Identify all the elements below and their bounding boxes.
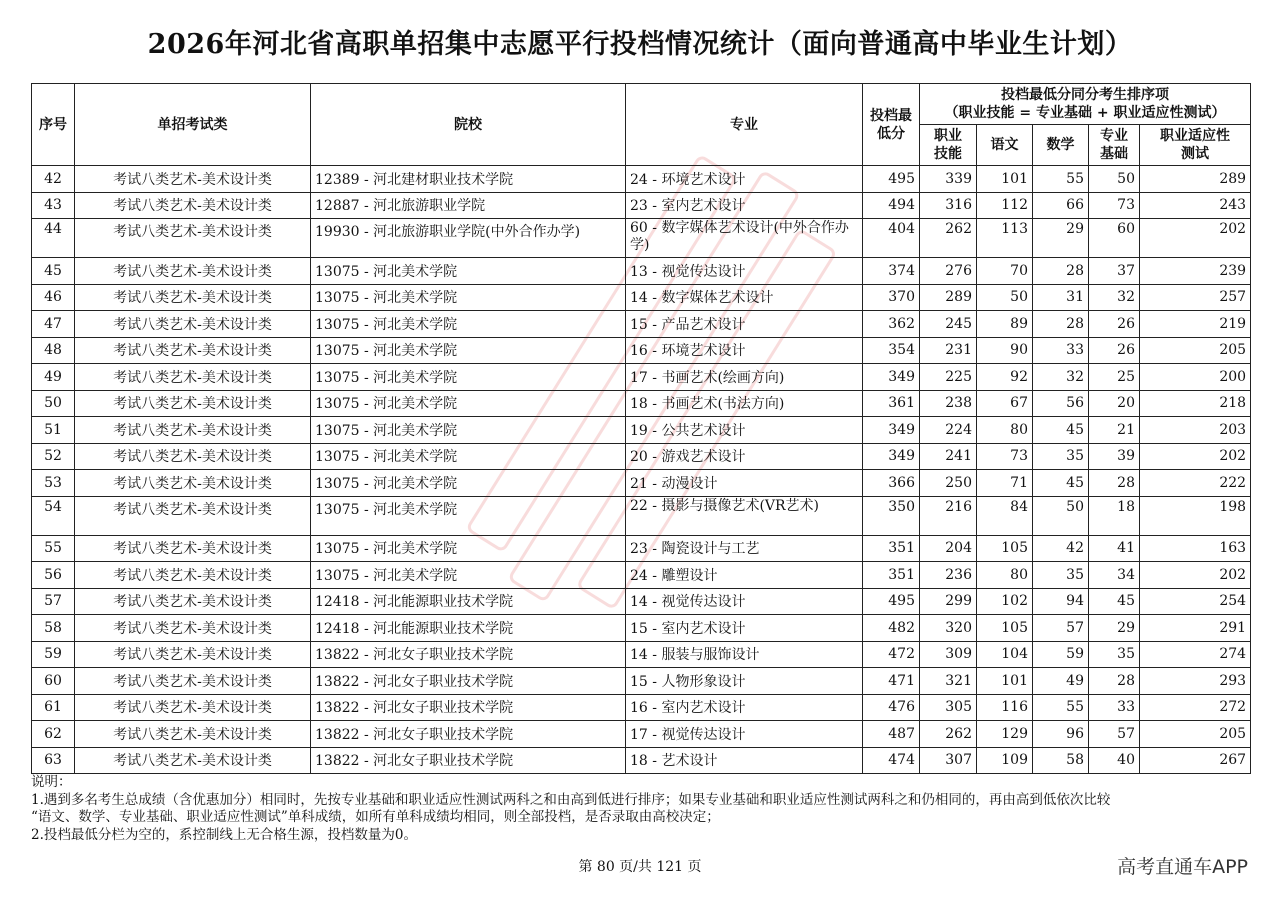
- cell-idx: 59: [32, 641, 75, 668]
- table-row: [32, 443, 1251, 470]
- cell-idx: 62: [32, 721, 75, 748]
- cell-base: 28: [1089, 470, 1140, 497]
- cell-school: 13075 - 河北美术学院: [311, 390, 626, 417]
- cell-major: 14 - 视觉传达设计: [626, 588, 863, 615]
- cell-min-score: 362: [863, 311, 920, 338]
- cell-math: 58: [1033, 747, 1089, 774]
- cell-major: 16 - 室内艺术设计: [626, 694, 863, 721]
- cell-major: 17 - 视觉传达设计: [626, 721, 863, 748]
- cell-base: 73: [1089, 192, 1140, 219]
- cell-base: 28: [1089, 668, 1140, 695]
- cell-major: 23 - 陶瓷设计与工艺: [626, 535, 863, 562]
- cell-math: 59: [1033, 641, 1089, 668]
- cell-min-score: 471: [863, 668, 920, 695]
- cell-exam-type: 考试八类艺术-美术设计类: [75, 166, 311, 193]
- cell-major: 14 - 服装与服饰设计: [626, 641, 863, 668]
- cell-math: 35: [1033, 562, 1089, 589]
- cell-adapt: 243: [1140, 192, 1251, 219]
- table-row: [32, 364, 1251, 391]
- cell-chinese: 89: [977, 311, 1033, 338]
- cell-chinese: 101: [977, 668, 1033, 695]
- header-exam-type: 单招考试类: [75, 84, 311, 166]
- cell-school: 13822 - 河北女子职业技术学院: [311, 668, 626, 695]
- cell-idx: 48: [32, 337, 75, 364]
- cell-exam-type: 考试八类艺术-美术设计类: [75, 535, 311, 562]
- cell-adapt: 239: [1140, 258, 1251, 285]
- cell-min-score: 351: [863, 562, 920, 589]
- cell-chinese: 101: [977, 166, 1033, 193]
- header-chinese: 语文: [977, 125, 1033, 166]
- table-row: [32, 192, 1251, 219]
- cell-chinese: 112: [977, 192, 1033, 219]
- cell-math: 45: [1033, 417, 1089, 444]
- cell-skill: 289: [920, 284, 977, 311]
- cell-exam-type: 考试八类艺术-美术设计类: [75, 337, 311, 364]
- header-adapt: 职业适应性测试: [1140, 125, 1251, 166]
- cell-idx: 52: [32, 443, 75, 470]
- cell-adapt: 219: [1140, 311, 1251, 338]
- header-idx: 序号: [32, 84, 75, 166]
- cell-math: 42: [1033, 535, 1089, 562]
- cell-skill: 262: [920, 721, 977, 748]
- cell-idx: 54: [32, 496, 75, 535]
- cell-chinese: 104: [977, 641, 1033, 668]
- cell-idx: 46: [32, 284, 75, 311]
- cell-exam-type: 考试八类艺术-美术设计类: [75, 694, 311, 721]
- cell-idx: 51: [32, 417, 75, 444]
- cell-min-score: 366: [863, 470, 920, 497]
- cell-adapt: 222: [1140, 470, 1251, 497]
- cell-base: 45: [1089, 588, 1140, 615]
- cell-math: 45: [1033, 470, 1089, 497]
- cell-exam-type: 考试八类艺术-美术设计类: [75, 470, 311, 497]
- page-number: 第 80 页/共 121 页: [578, 859, 702, 875]
- cell-exam-type: 考试八类艺术-美术设计类: [75, 219, 311, 258]
- table-row: [32, 166, 1251, 193]
- cell-min-score: 495: [863, 166, 920, 193]
- cell-idx: 45: [32, 258, 75, 285]
- cell-exam-type: 考试八类艺术-美术设计类: [75, 562, 311, 589]
- cell-base: 39: [1089, 443, 1140, 470]
- cell-adapt: 267: [1140, 747, 1251, 774]
- cell-adapt: 200: [1140, 364, 1251, 391]
- cell-idx: 44: [32, 219, 75, 258]
- cell-adapt: 274: [1140, 641, 1251, 668]
- header-rank-group-title: 投档最低分同分考生排序项: [1001, 87, 1170, 103]
- cell-skill: 216: [920, 496, 977, 535]
- cell-major: 21 - 动漫设计: [626, 470, 863, 497]
- cell-math: 29: [1033, 219, 1089, 258]
- cell-math: 66: [1033, 192, 1089, 219]
- cell-skill: 307: [920, 747, 977, 774]
- cell-idx: 57: [32, 588, 75, 615]
- cell-base: 26: [1089, 337, 1140, 364]
- cell-skill: 321: [920, 668, 977, 695]
- cell-major: 15 - 产品艺术设计: [626, 311, 863, 338]
- cell-skill: 339: [920, 166, 977, 193]
- cell-chinese: 129: [977, 721, 1033, 748]
- cell-math: 55: [1033, 166, 1089, 193]
- cell-chinese: 80: [977, 562, 1033, 589]
- cell-skill: 238: [920, 390, 977, 417]
- page-title: 2026年河北省高职单招集中志愿平行投档情况统计（面向普通高中毕业生计划）: [147, 29, 1133, 60]
- cell-min-score: 374: [863, 258, 920, 285]
- table-row: [32, 615, 1251, 642]
- cell-math: 55: [1033, 694, 1089, 721]
- cell-base: 29: [1089, 615, 1140, 642]
- cell-chinese: 67: [977, 390, 1033, 417]
- cell-base: 57: [1089, 721, 1140, 748]
- header-math: 数学: [1033, 125, 1089, 166]
- cell-school: 13822 - 河北女子职业技术学院: [311, 721, 626, 748]
- cell-math: 94: [1033, 588, 1089, 615]
- cell-school: 13075 - 河北美术学院: [311, 337, 626, 364]
- cell-adapt: 291: [1140, 615, 1251, 642]
- notes-line-3: 2.投档最低分栏为空的，系控制线上无合格生源，投档数量为0。: [31, 826, 417, 843]
- cell-major: 23 - 室内艺术设计: [626, 192, 863, 219]
- cell-idx: 42: [32, 166, 75, 193]
- table-row: [32, 258, 1251, 285]
- table-row: [32, 588, 1251, 615]
- cell-math: 28: [1033, 311, 1089, 338]
- cell-adapt: 289: [1140, 166, 1251, 193]
- cell-major: 24 - 雕塑设计: [626, 562, 863, 589]
- table-row: [32, 668, 1251, 695]
- notes: [31, 774, 1261, 844]
- cell-min-score: 354: [863, 337, 920, 364]
- cell-adapt: 205: [1140, 337, 1251, 364]
- cell-chinese: 73: [977, 443, 1033, 470]
- table-row: [32, 284, 1251, 311]
- cell-school: 12418 - 河北能源职业技术学院: [311, 588, 626, 615]
- cell-idx: 60: [32, 668, 75, 695]
- cell-min-score: 474: [863, 747, 920, 774]
- header-rank-group-formula: （职业技能 = 专业基础 + 职业适应性测试）: [944, 105, 1226, 121]
- cell-major: 18 - 书画艺术(书法方向): [626, 390, 863, 417]
- cell-base: 25: [1089, 364, 1140, 391]
- cell-math: 56: [1033, 390, 1089, 417]
- cell-idx: 61: [32, 694, 75, 721]
- admission-table: [31, 83, 1251, 774]
- cell-adapt: 257: [1140, 284, 1251, 311]
- table-row: [32, 694, 1251, 721]
- cell-math: 49: [1033, 668, 1089, 695]
- cell-adapt: 293: [1140, 668, 1251, 695]
- cell-skill: 299: [920, 588, 977, 615]
- cell-exam-type: 考试八类艺术-美术设计类: [75, 496, 311, 535]
- cell-school: 13075 - 河北美术学院: [311, 284, 626, 311]
- table-row: [32, 337, 1251, 364]
- cell-school: 13075 - 河北美术学院: [311, 496, 626, 535]
- table-row: [32, 535, 1251, 562]
- cell-school: 13075 - 河北美术学院: [311, 311, 626, 338]
- cell-adapt: 272: [1140, 694, 1251, 721]
- header-rank-group: [920, 84, 1251, 125]
- cell-chinese: 70: [977, 258, 1033, 285]
- cell-min-score: 487: [863, 721, 920, 748]
- cell-school: 13822 - 河北女子职业技术学院: [311, 694, 626, 721]
- table-row: [32, 747, 1251, 774]
- cell-skill: 236: [920, 562, 977, 589]
- cell-major: 14 - 数字媒体艺术设计: [626, 284, 863, 311]
- cell-idx: 47: [32, 311, 75, 338]
- cell-idx: 56: [32, 562, 75, 589]
- cell-base: 41: [1089, 535, 1140, 562]
- cell-min-score: 495: [863, 588, 920, 615]
- cell-school: 13075 - 河北美术学院: [311, 535, 626, 562]
- cell-skill: 316: [920, 192, 977, 219]
- cell-chinese: 92: [977, 364, 1033, 391]
- brand-label: 高考直通车APP: [1117, 856, 1248, 878]
- table-row: [32, 417, 1251, 444]
- cell-math: 57: [1033, 615, 1089, 642]
- notes-line-2: “语文、数学、专业基础、职业适应性测试”单科成绩，如所有单科成绩均相同，则全部投档，是否录取由高校决定；: [31, 809, 720, 825]
- cell-skill: 320: [920, 615, 977, 642]
- header-base: 专业基础: [1089, 125, 1140, 166]
- cell-school: 13822 - 河北女子职业技术学院: [311, 641, 626, 668]
- cell-exam-type: 考试八类艺术-美术设计类: [75, 588, 311, 615]
- cell-math: 32: [1033, 364, 1089, 391]
- cell-skill: 309: [920, 641, 977, 668]
- cell-skill: 250: [920, 470, 977, 497]
- cell-base: 37: [1089, 258, 1140, 285]
- cell-base: 35: [1089, 641, 1140, 668]
- cell-adapt: 198: [1140, 496, 1251, 535]
- cell-exam-type: 考试八类艺术-美术设计类: [75, 390, 311, 417]
- cell-skill: 305: [920, 694, 977, 721]
- cell-base: 33: [1089, 694, 1140, 721]
- table-row: [32, 219, 1251, 258]
- cell-exam-type: 考试八类艺术-美术设计类: [75, 192, 311, 219]
- cell-school: 13075 - 河北美术学院: [311, 443, 626, 470]
- cell-base: 40: [1089, 747, 1140, 774]
- cell-chinese: 90: [977, 337, 1033, 364]
- cell-base: 26: [1089, 311, 1140, 338]
- cell-min-score: 370: [863, 284, 920, 311]
- cell-idx: 55: [32, 535, 75, 562]
- cell-chinese: 105: [977, 535, 1033, 562]
- cell-min-score: 404: [863, 219, 920, 258]
- cell-chinese: 84: [977, 496, 1033, 535]
- cell-idx: 63: [32, 747, 75, 774]
- cell-math: 35: [1033, 443, 1089, 470]
- cell-min-score: 350: [863, 496, 920, 535]
- cell-base: 50: [1089, 166, 1140, 193]
- cell-skill: 276: [920, 258, 977, 285]
- table-row: [32, 470, 1251, 497]
- table-row: [32, 390, 1251, 417]
- header-school: 院校: [311, 84, 626, 166]
- cell-school: 13075 - 河北美术学院: [311, 417, 626, 444]
- cell-major: 19 - 公共艺术设计: [626, 417, 863, 444]
- cell-skill: 204: [920, 535, 977, 562]
- cell-math: 50: [1033, 496, 1089, 535]
- cell-idx: 50: [32, 390, 75, 417]
- cell-min-score: 349: [863, 443, 920, 470]
- cell-major: 16 - 环境艺术设计: [626, 337, 863, 364]
- cell-school: 12389 - 河北建材职业技术学院: [311, 166, 626, 193]
- header-major: 专业: [626, 84, 863, 166]
- cell-skill: 225: [920, 364, 977, 391]
- cell-adapt: 218: [1140, 390, 1251, 417]
- cell-chinese: 50: [977, 284, 1033, 311]
- notes-line-1: 1.遇到多名考生总成绩（含优惠加分）相同时，先按专业基础和职业适应性测试两科之和由高到低进行排序；如果专业基础和职业适应性测试两科之和仍相同的，再由高到低依次比较: [31, 791, 1111, 808]
- cell-idx: 49: [32, 364, 75, 391]
- cell-adapt: 205: [1140, 721, 1251, 748]
- cell-chinese: 105: [977, 615, 1033, 642]
- cell-major: 22 - 摄影与摄像艺术(VR艺术): [626, 496, 863, 535]
- cell-base: 21: [1089, 417, 1140, 444]
- table-row: [32, 562, 1251, 589]
- cell-base: 32: [1089, 284, 1140, 311]
- cell-adapt: 202: [1140, 443, 1251, 470]
- cell-school: 13075 - 河北美术学院: [311, 364, 626, 391]
- cell-skill: 245: [920, 311, 977, 338]
- cell-min-score: 476: [863, 694, 920, 721]
- cell-skill: 241: [920, 443, 977, 470]
- cell-min-score: 349: [863, 417, 920, 444]
- cell-exam-type: 考试八类艺术-美术设计类: [75, 284, 311, 311]
- cell-major: 20 - 游戏艺术设计: [626, 443, 863, 470]
- cell-base: 60: [1089, 219, 1140, 258]
- cell-skill: 231: [920, 337, 977, 364]
- cell-chinese: 80: [977, 417, 1033, 444]
- cell-school: 12887 - 河北旅游职业学院: [311, 192, 626, 219]
- cell-min-score: 494: [863, 192, 920, 219]
- cell-chinese: 113: [977, 219, 1033, 258]
- cell-base: 34: [1089, 562, 1140, 589]
- header-min-score: 投档最低分: [863, 84, 920, 166]
- cell-school: 12418 - 河北能源职业技术学院: [311, 615, 626, 642]
- cell-chinese: 116: [977, 694, 1033, 721]
- cell-math: 33: [1033, 337, 1089, 364]
- cell-major: 13 - 视觉传达设计: [626, 258, 863, 285]
- cell-math: 96: [1033, 721, 1089, 748]
- cell-major: 15 - 人物形象设计: [626, 668, 863, 695]
- cell-exam-type: 考试八类艺术-美术设计类: [75, 443, 311, 470]
- cell-min-score: 361: [863, 390, 920, 417]
- cell-adapt: 163: [1140, 535, 1251, 562]
- notes-heading: 说明：: [31, 774, 72, 790]
- cell-adapt: 203: [1140, 417, 1251, 444]
- cell-min-score: 482: [863, 615, 920, 642]
- cell-exam-type: 考试八类艺术-美术设计类: [75, 747, 311, 774]
- cell-idx: 43: [32, 192, 75, 219]
- table-row: [32, 311, 1251, 338]
- cell-skill: 224: [920, 417, 977, 444]
- cell-exam-type: 考试八类艺术-美术设计类: [75, 668, 311, 695]
- cell-exam-type: 考试八类艺术-美术设计类: [75, 258, 311, 285]
- cell-major: 17 - 书画艺术(绘画方向): [626, 364, 863, 391]
- table-body: [32, 166, 1251, 774]
- cell-chinese: 71: [977, 470, 1033, 497]
- cell-exam-type: 考试八类艺术-美术设计类: [75, 641, 311, 668]
- cell-adapt: 254: [1140, 588, 1251, 615]
- cell-major: 18 - 艺术设计: [626, 747, 863, 774]
- cell-chinese: 102: [977, 588, 1033, 615]
- cell-exam-type: 考试八类艺术-美术设计类: [75, 721, 311, 748]
- table-row: [32, 721, 1251, 748]
- cell-adapt: 202: [1140, 219, 1251, 258]
- cell-major: 60 - 数字媒体艺术设计(中外合作办学): [626, 219, 863, 258]
- cell-min-score: 351: [863, 535, 920, 562]
- cell-school: 19930 - 河北旅游职业学院(中外合作办学): [311, 219, 626, 258]
- cell-major: 15 - 室内艺术设计: [626, 615, 863, 642]
- cell-skill: 262: [920, 219, 977, 258]
- cell-min-score: 472: [863, 641, 920, 668]
- cell-exam-type: 考试八类艺术-美术设计类: [75, 364, 311, 391]
- cell-school: 13075 - 河北美术学院: [311, 258, 626, 285]
- cell-math: 31: [1033, 284, 1089, 311]
- cell-exam-type: 考试八类艺术-美术设计类: [75, 311, 311, 338]
- cell-exam-type: 考试八类艺术-美术设计类: [75, 615, 311, 642]
- table-row: [32, 641, 1251, 668]
- cell-school: 13075 - 河北美术学院: [311, 470, 626, 497]
- cell-chinese: 109: [977, 747, 1033, 774]
- cell-base: 20: [1089, 390, 1140, 417]
- cell-min-score: 349: [863, 364, 920, 391]
- header-skill: 职业技能: [920, 125, 977, 166]
- cell-adapt: 202: [1140, 562, 1251, 589]
- table-row: [32, 496, 1251, 535]
- cell-math: 28: [1033, 258, 1089, 285]
- cell-school: 13075 - 河北美术学院: [311, 562, 626, 589]
- cell-exam-type: 考试八类艺术-美术设计类: [75, 417, 311, 444]
- cell-base: 18: [1089, 496, 1140, 535]
- cell-major: 24 - 环境艺术设计: [626, 166, 863, 193]
- cell-school: 13822 - 河北女子职业技术学院: [311, 747, 626, 774]
- cell-idx: 58: [32, 615, 75, 642]
- cell-idx: 53: [32, 470, 75, 497]
